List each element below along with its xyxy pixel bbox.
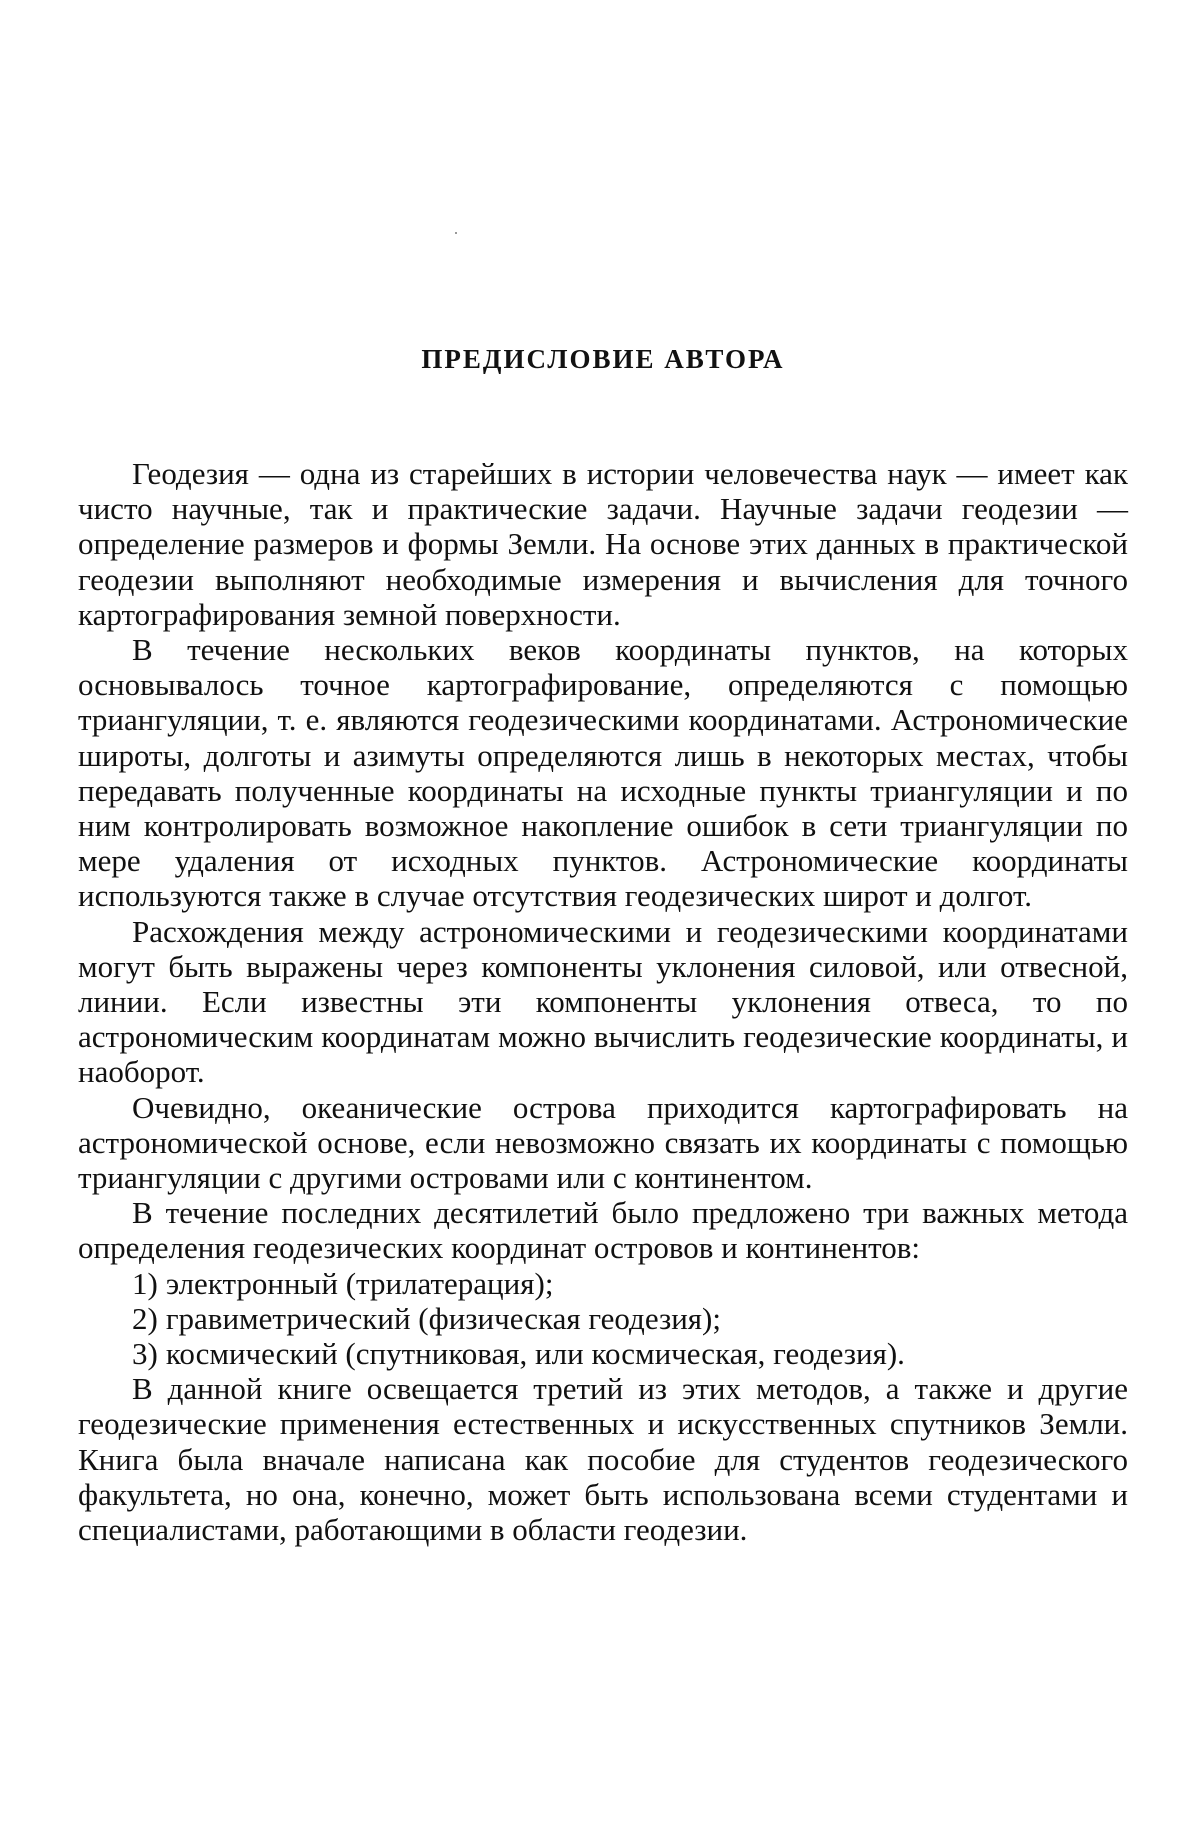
- paragraph-2: В течение нескольких веков координаты пунктов, на которых основывалось точное картографирование, определяются с помощью триангуляции, т. е. являются геодезическими координатами. Астрономические широты, долготы и азимуты определяются лишь в некоторых местах, чтобы передавать полученные координаты на исходные пункты триангуляции и по ним контролировать возможное накопление ошибок в сети триангуляции по мере удаления от исходных пунктов. Астрономические координаты используются также в случае отсутствия геодезических широт и долгот.: [78, 632, 1128, 914]
- list-text: космический (спутниковая, или космическая, геодезия).: [165, 1336, 905, 1372]
- body-text: [78, 456, 1128, 1547]
- paragraph-closing: В данной книге освещается третий из этих методов, а также и другие геодезические применения естественных и искусственных спутников Земли. Книга была вначале написана как пособие для студентов геодезического факультета, но она, конечно, может быть использована всеми студентами и специалистами, работающими в области геодезии.: [78, 1371, 1128, 1548]
- paragraph-1: Геодезия — одна из старейших в истории человечества наук — имеет как чисто научные, так и практические задачи. Научные задачи геодезии — определение размеров и формы Земли. На основе этих данных в практической геодезии выполняют необходимые измерения и вычисления для точного картографирования земной поверхности.: [78, 456, 1128, 632]
- list-text: электронный (трилатерация);: [165, 1265, 554, 1301]
- book-page: [78, 0, 1128, 1833]
- list-number: 3): [132, 1336, 158, 1372]
- list-number: 2): [132, 1300, 158, 1336]
- list-item-3: [78, 1336, 1128, 1371]
- list-number: 1): [132, 1265, 158, 1301]
- page-title: ПРЕДИСЛОВИЕ АВТОРА: [421, 344, 785, 374]
- paragraph-3: Расхождения между астрономическими и геодезическими координатами могут быть выражены через компоненты уклонения силовой, или отвесной, линии. Если известны эти компоненты уклонения отвеса, то по астрономическим координатам можно вычислить геодезические координаты, и наоборот.: [78, 913, 1128, 1090]
- list-item-1: [78, 1266, 1128, 1301]
- list-text: гравиметрический (физическая геодезия);: [165, 1300, 721, 1336]
- paragraph-4: Очевидно, океанические острова приходится картографировать на астрономической основе, если невозможно связать их координаты с помощью триангуляции с другими островами или с континентом.: [78, 1089, 1128, 1196]
- paragraph-5: В течение последних десятилетий было предложено три важных метода определения геодезических координат островов и континентов:: [78, 1195, 1128, 1266]
- list-item-2: [78, 1301, 1128, 1336]
